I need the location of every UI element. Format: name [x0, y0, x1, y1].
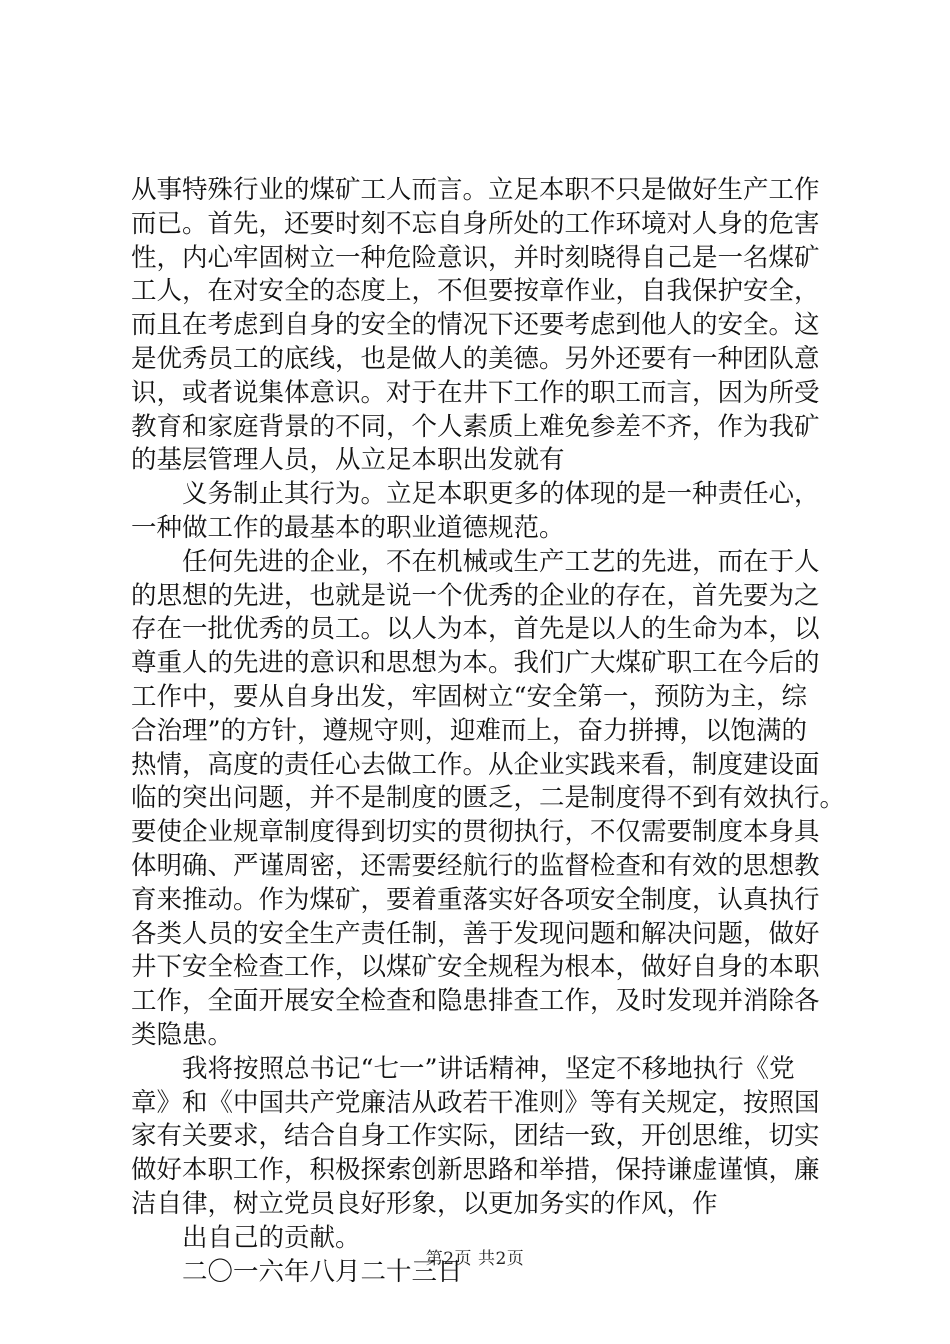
text-line: 工作，全面开展安全检查和隐患排查工作，及时发现并消除各 — [131, 986, 820, 1017]
text-line: 性，内心牢固树立一种危险意识，并时刻晓得自己是一名煤矿 — [131, 242, 820, 273]
text-line: 任何先进的企业，不在机械或生产工艺的先进，而在于人 — [131, 546, 820, 577]
text-line: 井下安全检查工作，以煤矿安全规程为根本，做好自身的本职 — [131, 952, 820, 983]
text-line: 尊重人的先进的意识和思想为本。我们广大煤矿职工在今后的 — [131, 648, 820, 679]
text-line: 做好本职工作，积极探索创新思路和举措，保持谦虚谨慎，廉 — [131, 1155, 820, 1186]
date-line: 二〇一六年八月二十三日 — [131, 1256, 463, 1287]
text-line: 洁自律，树立党员良好形象，以更加务实的作风，作 — [131, 1188, 718, 1219]
text-line: 的基层管理人员，从立足本职出发就有 — [131, 445, 565, 476]
text-line: 存在一批优秀的员工。以人为本，首先是以人的生命为本，以 — [131, 614, 820, 645]
text-line: 类隐患。 — [131, 1019, 234, 1050]
text-line: 热情，高度的责任心去做工作。从企业实践来看，制度建设面 — [131, 749, 820, 780]
page-number-footer: 第2页 共2页 — [425, 1249, 525, 1269]
text-line: 出自己的贡献。 — [131, 1222, 361, 1253]
text-line: 工作中，要从自身出发，牢固树立“安全第一，预防为主，综 — [131, 681, 808, 712]
text-line: 识，或者说集体意识。对于在井下工作的职工而言，因为所受 — [131, 377, 820, 408]
text-line: 教育和家庭背景的不同，个人素质上难免参差不齐，作为我矿 — [131, 411, 820, 442]
text-line: 工人，在对安全的态度上，不但要按章作业，自我保护安全， — [131, 276, 820, 307]
text-line: 从事特殊行业的煤矿工人而言。立足本职不只是做好生产工作 — [131, 175, 820, 205]
text-line: 而已。首先，还要时刻不忘自身所处的工作环境对人身的危害 — [131, 208, 820, 239]
text-line: 家有关要求，结合自身工作实际，团结一致，开创思维，切实 — [131, 1121, 820, 1152]
text-line: 体明确、严谨周密，还需要经航行的监督检查和有效的思想教 — [131, 850, 820, 881]
text-line: 是优秀员工的底线，也是做人的美德。另外还要有一种团队意 — [131, 343, 820, 374]
text-line: 的思想的先进，也就是说一个优秀的企业的存在，首先要为之 — [131, 580, 820, 611]
text-line: 我将按照总书记“七一”讲话精神，坚定不移地执行《党 — [131, 1053, 795, 1084]
text-line: 义务制止其行为。立足本职更多的体现的是一种责任心， — [131, 479, 820, 510]
text-line: 要使企业规章制度得到切实的贯彻执行，不仅需要制度本身具 — [131, 817, 820, 848]
text-line: 一种做工作的最基本的职业道德规范。 — [131, 512, 565, 543]
text-line: 章》和《中国共产党廉洁从政若干准则》等有关规定，按照国 — [131, 1087, 820, 1118]
text-line: 临的突出问题，并不是制度的匮乏，二是制度得不到有效执行。 — [131, 783, 846, 814]
text-line: 而且在考虑到自身的安全的情况下还要考虑到他人的安全。这 — [131, 310, 820, 341]
text-line: 育来推动。作为煤矿，要着重落实好各项安全制度，认真执行 — [131, 884, 820, 915]
document-body — [131, 174, 851, 1289]
text-line: 合治理”的方针，遵规守则，迎难而上，奋力拼搏，以饱满的 — [131, 715, 808, 746]
text-line: 各类人员的安全生产责任制，善于发现问题和解决问题，做好 — [131, 918, 820, 949]
